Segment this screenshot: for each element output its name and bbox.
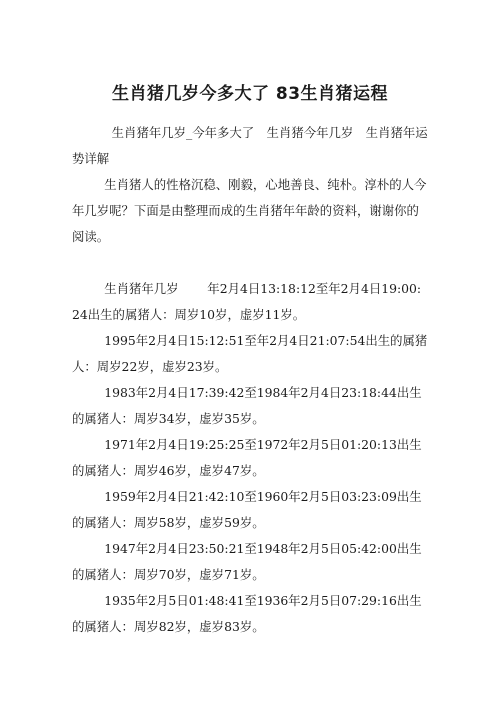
age-entry: 1935年2月5日01:48:41至1936年2月5日07:29:16出生的属猪人：周岁82岁，虚岁83岁。 — [72, 593, 422, 634]
page-title: 生肖猪几岁今多大了 83生肖猪运程 — [111, 84, 389, 104]
paragraph-gap — [72, 250, 428, 276]
intro-paragraph: 生肖猪年几岁_今年多大了 生肖猪今年几岁 生肖猪年运势详解 — [72, 125, 428, 166]
age-entry: 1995年2月4日15:12:51至年2月4日21:07:54出生的属猪人：周岁22岁，虚岁23岁。 — [72, 333, 428, 374]
age-entry: 1971年2月4日19:25:25至1972年2月5日01:20:13出生的属猪人：周岁46岁，虚岁47岁。 — [72, 437, 422, 478]
document-body — [72, 120, 428, 640]
age-entry: 生肖猪年几岁 年2月4日13:18:12至年2月4日19:00:24出生的属猪人：周岁10岁，虚岁11岁。 — [72, 281, 422, 322]
description-paragraph: 生肖猪人的性格沉稳、刚毅，心地善良、纯朴。淳朴的人今年几岁呢？下面是由整理而成的生肖猪年年龄的资料，谢谢你的阅读。 — [72, 177, 427, 244]
age-entry: 1959年2月4日21:42:10至1960年2月5日03:23:09出生的属猪人：周岁58岁，虚岁59岁。 — [72, 489, 422, 530]
age-entry: 1947年2月4日23:50:21至1948年2月5日05:42:00出生的属猪人：周岁70岁，虚岁71岁。 — [72, 541, 422, 582]
age-entry: 1983年2月4日17:39:42至1984年2月4日23:18:44出生的属猪人：周岁34岁，虚岁35岁。 — [72, 385, 422, 426]
